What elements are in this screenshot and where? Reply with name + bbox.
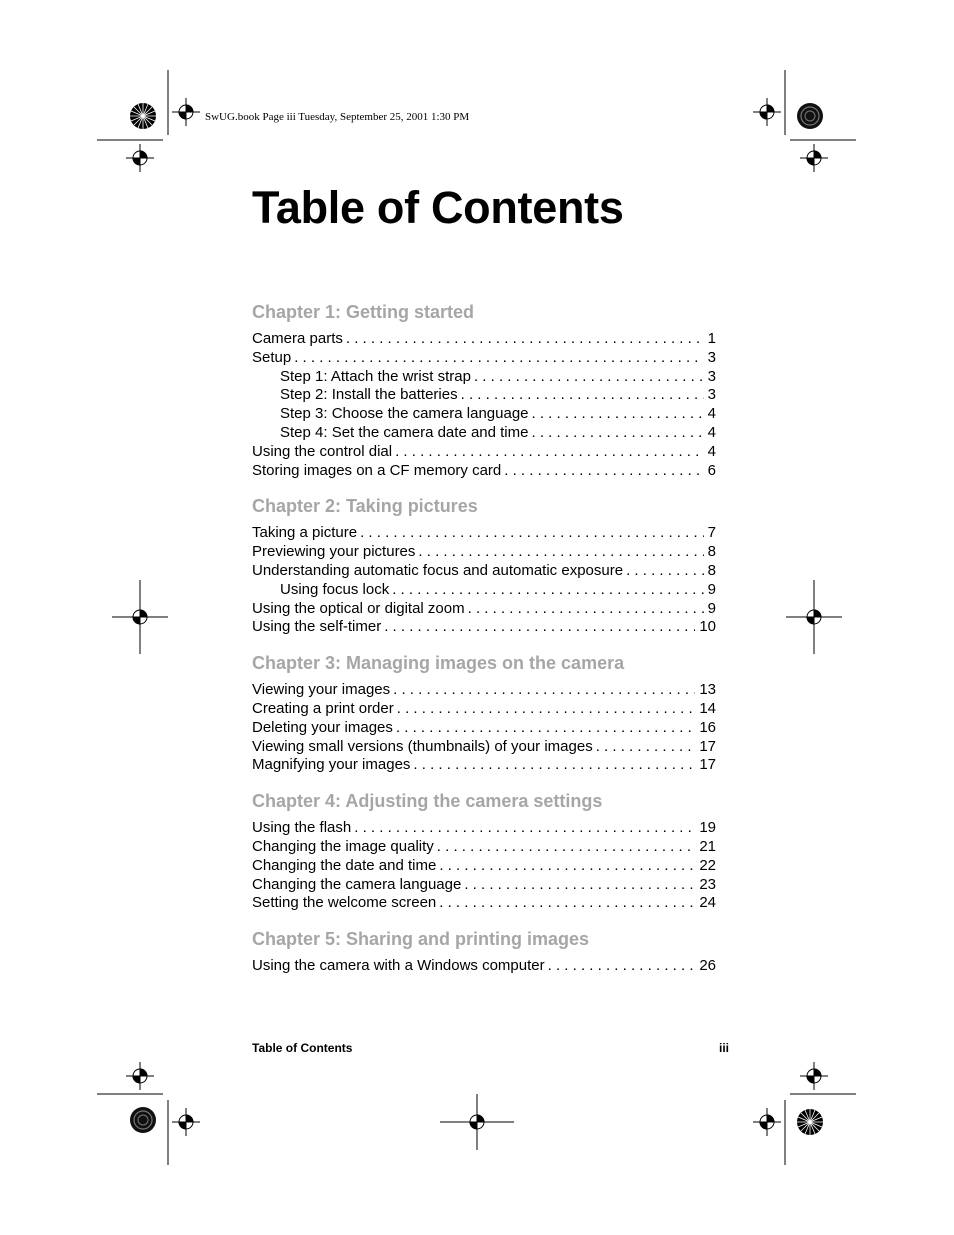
dot-leader: [384, 618, 695, 637]
registration-target-icon: [126, 1062, 154, 1090]
registration-target-icon: [753, 1108, 781, 1136]
toc-entry-title: Using the control dial: [252, 442, 393, 460]
toc-entry-title: Changing the date and time: [252, 856, 437, 874]
dot-leader: [439, 857, 695, 876]
toc-entry[interactable]: [252, 894, 716, 913]
toc-entry-title: Storing images on a CF memory card: [252, 461, 502, 479]
toc-entry-title: Step 1: Attach the wrist strap: [280, 367, 471, 385]
registration-target-icon: [800, 1062, 828, 1090]
dot-leader: [392, 581, 703, 600]
chapter-heading: Chapter 1: Getting started: [252, 302, 475, 322]
toc-entry-title: Changing the image quality: [252, 837, 434, 855]
toc-entry[interactable]: [252, 349, 716, 368]
entry-list: [252, 330, 716, 480]
dot-leader: [354, 819, 695, 838]
toc-entry-title: Using the self-timer: [252, 618, 382, 636]
dot-leader: [395, 443, 704, 462]
chapter-section: [252, 494, 716, 637]
toc-entry-page: 8: [707, 561, 716, 579]
toc-entry[interactable]: [252, 700, 716, 719]
dot-leader: [437, 838, 696, 857]
toc-entry-page: 4: [707, 423, 716, 441]
toc-entry-title: Step 3: Choose the camera language: [280, 405, 529, 423]
concentric-circle-icon: [797, 103, 823, 129]
toc-entry[interactable]: [252, 738, 716, 757]
toc-entry-title: Using focus lock: [280, 580, 390, 598]
toc-entry-page: 3: [707, 348, 716, 366]
dot-leader: [393, 681, 695, 700]
dot-leader: [397, 700, 696, 719]
entry-list: [252, 819, 716, 913]
toc-entry-page: 17: [699, 737, 716, 755]
toc-entry-title: Using the flash: [252, 819, 352, 837]
toc-entry[interactable]: [252, 876, 716, 895]
toc-entry[interactable]: [252, 957, 716, 976]
toc-entry-page: 4: [707, 442, 716, 460]
dot-leader: [626, 562, 704, 581]
toc-entry-page: 1: [707, 330, 716, 347]
toc-entry[interactable]: [252, 443, 716, 462]
toc-entry-page: 23: [699, 875, 716, 893]
toc-entry-page: 3: [707, 386, 716, 404]
chapter-heading: Chapter 3: Managing images on the camera: [252, 653, 625, 674]
registration-target-icon: [172, 98, 200, 126]
toc-entry-page: 10: [699, 618, 716, 636]
toc-entry-title: Step 4: Set the camera date and time: [280, 423, 529, 441]
toc-entry-title: Setup: [252, 348, 292, 366]
dot-leader: [596, 738, 696, 757]
chapter-heading: Chapter 5: Sharing and printing images: [252, 929, 590, 950]
toc-entry[interactable]: [252, 618, 716, 637]
toc-entry-page: 13: [699, 681, 716, 699]
toc-entry-page: 4: [707, 405, 716, 423]
toc-entry-page: 24: [699, 894, 716, 912]
toc-entry[interactable]: [252, 543, 716, 562]
dot-leader: [531, 424, 703, 443]
registration-target-icon: [126, 144, 154, 172]
toc-entry[interactable]: [252, 330, 716, 349]
toc-entry-title: Using the camera with a Windows computer: [252, 957, 545, 975]
chapter-heading: Chapter 2: Taking pictures: [252, 496, 478, 517]
dot-leader: [413, 756, 695, 775]
dot-leader: [548, 957, 696, 976]
registration-target-icon: [800, 144, 828, 172]
toc-entry-title: Understanding automatic focus and automatic exposure: [252, 561, 624, 579]
toc-entry[interactable]: [252, 681, 716, 700]
dot-leader: [418, 543, 703, 562]
toc-entry-title: Viewing your images: [252, 681, 391, 699]
toc-entry[interactable]: [252, 386, 716, 405]
entry-list: [252, 524, 716, 637]
starburst-icon: [797, 1109, 823, 1135]
toc-entry-title: Taking a picture: [252, 524, 358, 542]
chapter-section: [252, 927, 716, 976]
registration-target-icon: [112, 580, 168, 654]
toc-entry[interactable]: [252, 368, 716, 387]
chapter-section: [252, 651, 716, 775]
toc-entry-title: Previewing your pictures: [252, 543, 416, 561]
entry-list: [252, 681, 716, 775]
dot-leader: [346, 330, 704, 349]
starburst-icon: [130, 103, 156, 129]
toc-entry-page: 19: [699, 819, 716, 837]
dot-leader: [396, 719, 695, 738]
toc-entry-title: Creating a print order: [252, 699, 394, 717]
toc-entry[interactable]: [252, 838, 716, 857]
chapter-section: [252, 789, 716, 913]
dot-leader: [504, 462, 703, 481]
dot-leader: [439, 894, 695, 913]
registration-target-icon: [440, 1094, 514, 1150]
toc-entry-page: 9: [707, 599, 716, 617]
dot-leader: [360, 524, 704, 543]
toc-entry[interactable]: [252, 857, 716, 876]
toc-entry[interactable]: [252, 819, 716, 838]
toc-entry-title: Step 2: Install the batteries: [280, 386, 458, 404]
dot-leader: [532, 405, 704, 424]
registration-target-icon: [786, 580, 842, 654]
toc-entry-page: 6: [707, 461, 716, 479]
toc-entry[interactable]: [252, 405, 716, 424]
entry-list: [252, 957, 716, 976]
toc-entry[interactable]: [252, 756, 716, 775]
toc-entry-title: Magnifying your images: [252, 756, 411, 774]
toc-entry-page: 7: [707, 524, 716, 542]
toc-entry-page: 17: [699, 756, 716, 774]
toc-entry-page: 8: [707, 543, 716, 561]
footer-title: Table of Contents: [252, 1041, 353, 1055]
toc-entry-page: 26: [699, 957, 716, 975]
chapter-heading: Chapter 4: Adjusting the camera settings: [252, 791, 603, 812]
toc-entry-title: Viewing small versions (thumbnails) of your images: [252, 737, 593, 755]
print-slug: SwUG.book Page iii Tuesday, September 25, 2001 1:30 PM: [205, 111, 470, 123]
toc-entry-page: 9: [707, 580, 716, 598]
dot-leader: [468, 600, 704, 619]
dot-leader: [294, 349, 703, 368]
dot-leader: [474, 368, 704, 387]
toc-entry[interactable]: [252, 462, 716, 481]
toc-entry[interactable]: [252, 600, 716, 619]
page-title: Table of Contents: [252, 182, 624, 233]
toc-entry-page: 22: [699, 856, 716, 874]
toc-entry-title: Camera parts: [252, 330, 343, 347]
dot-leader: [464, 876, 695, 895]
toc-entry-page: 21: [699, 837, 716, 855]
registration-target-icon: [172, 1108, 200, 1136]
toc-entry-page: 14: [699, 699, 716, 717]
footer-page-number: iii: [719, 1041, 730, 1055]
concentric-circle-icon: [130, 1107, 156, 1133]
registration-target-icon: [753, 98, 781, 126]
toc-entry[interactable]: [252, 524, 716, 543]
toc-entry-title: Deleting your images: [252, 718, 393, 736]
toc-entry-title: Using the optical or digital zoom: [252, 599, 465, 617]
toc-entry-title: Setting the welcome screen: [252, 894, 437, 912]
toc-entry[interactable]: [252, 581, 716, 600]
toc-entry-page: 16: [699, 718, 716, 736]
toc-entry-page: 3: [707, 367, 716, 385]
toc-entry-title: Changing the camera language: [252, 875, 462, 893]
toc-entry[interactable]: [252, 562, 716, 581]
toc-entry[interactable]: [252, 424, 716, 443]
toc-entry[interactable]: [252, 719, 716, 738]
chapter-section: [252, 300, 716, 480]
dot-leader: [461, 386, 704, 405]
table-of-contents: [252, 300, 716, 990]
